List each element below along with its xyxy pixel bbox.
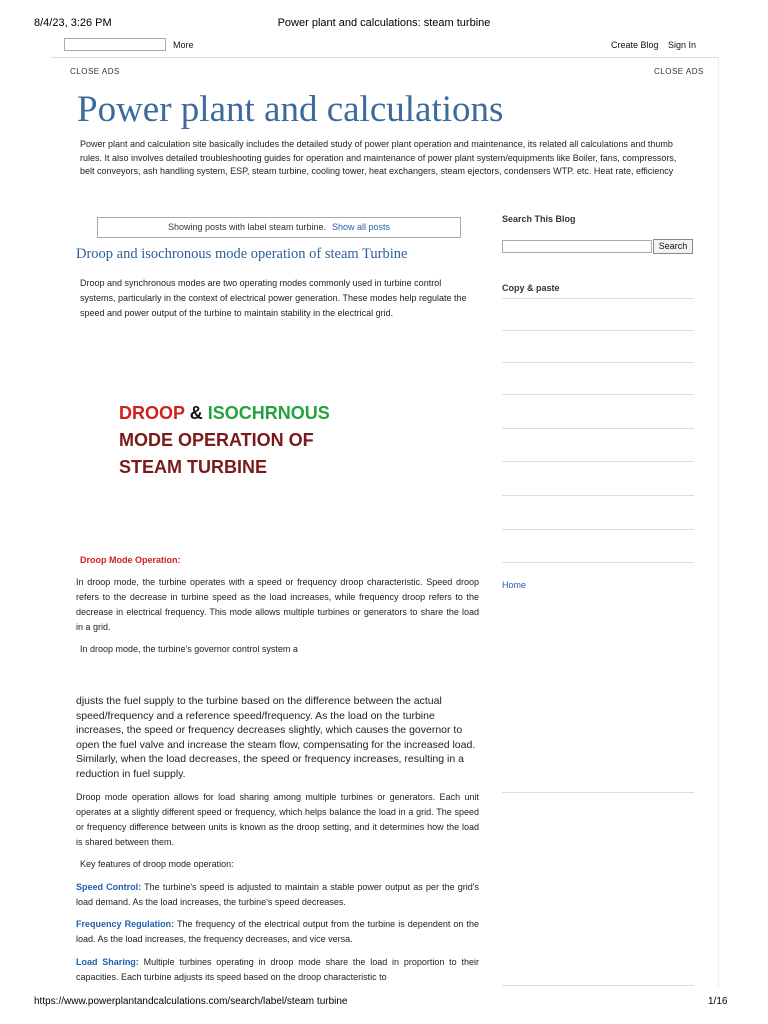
- sidebar-divider: [502, 461, 694, 462]
- feature-speed-control: [76, 880, 479, 910]
- label-status-bar: [97, 217, 461, 238]
- droop-paragraph-3: djusts the fuel supply to the turbine based on the difference between the actual speed/frequency and a reference speed/frequency. As the load on the turbine increases, the speed or frequency decreases slightly, which causes the governor to open the fuel valve and increase the steam flow, compensating for the increased load. Similarly, when the load decreases, the speed or frequency increases, resulting in a reduction in fuel supply.: [76, 695, 476, 780]
- feature-frequency-regulation-text: The frequency of the electrical output from the turbine is dependent on the load. As the load increases, the frequency decreases, and vice versa.: [76, 919, 480, 944]
- graphic-amp: &: [189, 403, 203, 423]
- droop-paragraph-1: In droop mode, the turbine operates with a speed or frequency droop characteristic. Speed droop refers to the decrease in turbine speed as the load increases, while frequency droop refers to the decrease in electrical frequency. This mode allows multiple turbines or generators to share the load in a grid.: [76, 577, 479, 632]
- feature-load-sharing-label: Load Sharing:: [76, 957, 139, 967]
- blog-title[interactable]: Power plant and calculations: [77, 89, 504, 130]
- post-intro: Droop and synchronous modes are two operating modes commonly used in turbine control systems, particularly in the context of electrical power generation. These modes help regulate the speed and power output of the turbine to maintain stability in the electrical grid.: [80, 278, 467, 318]
- sidebar-divider: [502, 985, 694, 986]
- graphic-line2: MODE OPERATION OF: [119, 430, 314, 450]
- droop-paragraph-2: In droop mode, the turbine's governor control system a: [80, 644, 298, 654]
- sign-in-link[interactable]: Sign In: [668, 40, 697, 50]
- home-link[interactable]: Home: [502, 580, 527, 590]
- droop-paragraph-4: Droop mode operation allows for load sharing among multiple turbines or generators. Each unit operates at a slightly different speed or frequency, which helps balance the load in a grid. The speed or frequency difference between units is known as the droop setting, and it determines how the load is shared between them.: [76, 792, 479, 847]
- create-blog-link[interactable]: Create Blog: [611, 40, 659, 50]
- sidebar-divider: [502, 495, 694, 496]
- graphic-isochronous: ISOCHRNOUS: [207, 403, 330, 423]
- sidebar-divider: [502, 394, 694, 395]
- more-link[interactable]: More: [173, 40, 194, 50]
- sidebar-divider: [502, 562, 694, 563]
- sidebar-divider: [502, 330, 694, 331]
- close-ads-left[interactable]: CLOSE ADS: [70, 67, 120, 76]
- blog-description: Power plant and calculation site basically includes the detailed study of power plant operation and maintenance, its related all calculations and thumb rules. It also involves detailed troubleshooting guides for operation and maintenance of power plant system/equipments like Boiler, fans, compressors, belt conveyors, ash handling system, ESP, steam turbine, cooling tower, heat exchangers, steam ejectors, condensers WTP. etc. Heat rate, efficiency: [80, 139, 677, 176]
- content-frame-top: [51, 57, 718, 58]
- feature-speed-control-text: The turbine's speed is adjusted to maintain a stable power output as per the grid's load demand. As the load increases, the turbine's speed decreases.: [76, 882, 479, 907]
- show-all-posts-link[interactable]: Show all posts: [332, 222, 391, 232]
- post-graphic: [119, 400, 330, 481]
- print-page-number: 1/16: [708, 996, 728, 1007]
- search-widget-title: Search This Blog: [502, 214, 576, 224]
- graphic-line3: STEAM TURBINE: [119, 457, 267, 477]
- post-title[interactable]: Droop and isochronous mode operation of steam Turbine: [76, 246, 408, 262]
- feature-frequency-regulation: [76, 917, 479, 947]
- sidebar-divider: [502, 298, 694, 299]
- sidebar-search-input[interactable]: [502, 240, 652, 253]
- graphic-droop: DROOP: [119, 403, 185, 423]
- key-features-heading: Key features of droop mode operation:: [80, 859, 234, 869]
- sidebar-divider: [502, 428, 694, 429]
- sidebar-divider: [502, 529, 694, 530]
- print-datetime: 8/4/23, 3:26 PM: [34, 17, 112, 29]
- feature-load-sharing: [76, 955, 479, 987]
- print-url: https://www.powerplantandcalculations.com/search/label/steam turbine: [34, 996, 348, 1007]
- copy-paste-widget-title: Copy & paste: [502, 283, 560, 293]
- print-page-title: Power plant and calculations: steam turbine: [277, 17, 491, 29]
- feature-load-sharing-text: Multiple turbines operating in droop mode share the load in proportion to their capacities. Each turbine adjusts its speed based on the droop characteristic to: [76, 957, 479, 982]
- label-status-text: Showing posts with label steam turbine.: [167, 222, 327, 232]
- feature-speed-control-label: Speed Control:: [76, 882, 142, 892]
- sidebar-search-button[interactable]: Search: [653, 239, 693, 254]
- navbar-search-input[interactable]: [64, 38, 166, 51]
- droop-mode-heading: Droop Mode Operation:: [80, 555, 181, 565]
- sidebar-divider: [502, 792, 694, 793]
- content-frame-right: [718, 57, 719, 987]
- feature-frequency-regulation-label: Frequency Regulation:: [76, 919, 175, 929]
- close-ads-right[interactable]: CLOSE ADS: [654, 67, 704, 76]
- sidebar-divider: [502, 362, 694, 363]
